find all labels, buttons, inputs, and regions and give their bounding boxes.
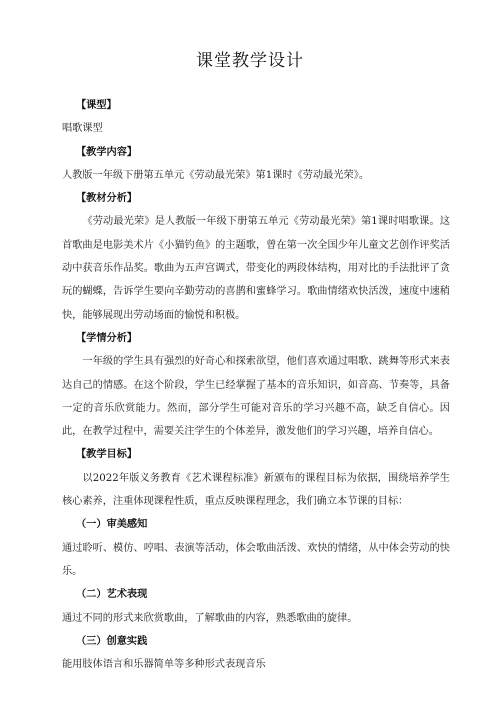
section-heading-material: 【教材分析】 <box>76 192 138 205</box>
goal-text-aesthetic: 通过聆听、模仿、哼唱、表演等活动，体会歌曲活泼、欢快的情绪，从中体会劳动的快乐。 <box>62 542 450 577</box>
section-text-material: 《劳动最光荣》是人教版一年级下册第五单元《劳动最光荣》第1课时唱歌课。这首歌曲是电影美术片《小猫钓鱼》的主题歌，曾在第一次全国少年儿童文艺创作评奖活动中获音乐作品奖。歌曲为五声宫调式，带变化的两段体结构，用对比的手法批评了贪玩的蝴蝶，告诉学生要向辛勤劳动的喜鹊和蜜蜂学习。歌曲情绪欢快活泼，速度中速稍快，能够展现出劳动场面的愉悦和积极。 <box>62 216 450 321</box>
goal-label-practice: （三）创意实践 <box>76 634 148 647</box>
document-body <box>62 94 450 676</box>
goal-label-aesthetic: （一）审美感知 <box>76 518 148 531</box>
section-text-students: 一年级的学生具有强烈的好奇心和探索欲望，他们喜欢通过唱歌、跳舞等形式来表达自己的情感。在这个阶段，学生已经掌握了基本的音乐知识，如音高、节奏等，具备一定的音乐欣赏能力。然而，部分学生可能对音乐的学习兴趣不高，缺乏自信心。因此，在教学过程中，需要关注学生的个体差异，激发他们的学习兴趣，培养自信心。 <box>62 356 450 438</box>
section-heading-students: 【学情分析】 <box>76 331 138 344</box>
section-heading-content: 【教学内容】 <box>76 145 138 158</box>
section-text-lesson-type: 唱歌课型 <box>62 123 103 135</box>
goal-label-expression: （二）艺术表现 <box>76 588 148 601</box>
page-title: 课堂教学设计 <box>196 51 304 71</box>
section-heading-goals: 【教学目标】 <box>76 448 138 461</box>
section-text-goals-intro: 以2022年版义务教育《艺术课程标准》新颁布的课程目标为依据，围绕培养学生核心素养，注重体现课程性质，重点反映课程理念，我们确立本节课的目标： <box>62 472 450 508</box>
goal-text-practice: 能用肢体语言和乐器简单等多种形式表现音乐 <box>62 659 266 671</box>
section-heading-lesson-type: 【课型】 <box>76 99 117 111</box>
goal-text-expression: 通过不同的形式来欣赏歌曲，了解歌曲的内容，熟悉歌曲的旋律。 <box>62 612 358 624</box>
section-text-content: 人教版一年级下册第五单元《劳动最光荣》第1课时《劳动最光荣》。 <box>62 169 370 181</box>
